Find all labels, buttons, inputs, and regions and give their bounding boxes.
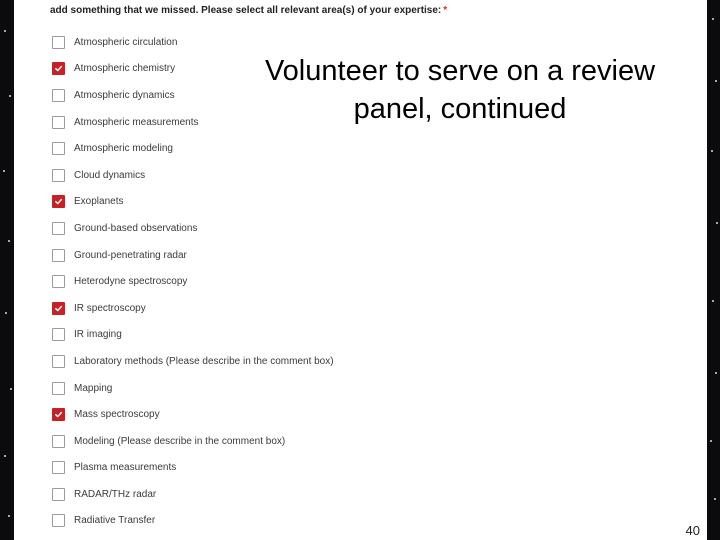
option-label: Atmospheric dynamics xyxy=(74,89,175,101)
option-label: Atmospheric modeling xyxy=(74,143,173,155)
expertise-option[interactable] xyxy=(52,508,334,535)
option-label: IR spectroscopy xyxy=(74,302,146,314)
option-label: Radiative Transfer xyxy=(74,515,156,527)
option-label: Ground-penetrating radar xyxy=(74,249,187,261)
expertise-option[interactable] xyxy=(52,242,334,269)
checked-checkbox[interactable] xyxy=(52,195,65,208)
unchecked-checkbox[interactable] xyxy=(52,249,65,262)
unchecked-checkbox[interactable] xyxy=(52,116,65,129)
option-label: IR imaging xyxy=(74,329,122,341)
expertise-option[interactable] xyxy=(52,375,334,402)
option-label: RADAR/THz radar xyxy=(74,488,157,500)
checked-checkbox[interactable] xyxy=(52,62,65,75)
unchecked-checkbox[interactable] xyxy=(52,328,65,341)
unchecked-checkbox[interactable] xyxy=(52,142,65,155)
checkmark-icon xyxy=(54,197,63,206)
expertise-option[interactable] xyxy=(52,455,334,482)
checked-checkbox[interactable] xyxy=(52,408,65,421)
unchecked-checkbox[interactable] xyxy=(52,36,65,49)
slide-title: Volunteer to serve on a review panel, continued xyxy=(264,55,656,125)
expertise-option[interactable] xyxy=(52,135,334,162)
checkmark-icon xyxy=(54,304,63,313)
expertise-option[interactable] xyxy=(52,428,334,455)
unchecked-checkbox[interactable] xyxy=(52,461,65,474)
expertise-option[interactable] xyxy=(52,162,334,189)
expertise-option[interactable] xyxy=(52,401,334,428)
option-label: Exoplanets xyxy=(74,196,124,208)
expertise-option[interactable] xyxy=(52,268,334,295)
option-label: Atmospheric circulation xyxy=(74,36,178,48)
checkmark-icon xyxy=(54,64,63,73)
unchecked-checkbox[interactable] xyxy=(52,222,65,235)
unchecked-checkbox[interactable] xyxy=(52,514,65,527)
starfield-right-border xyxy=(707,0,720,540)
option-label: Atmospheric chemistry xyxy=(74,63,176,75)
question-label: add something that we missed. Please select all relevant area(s) of your expertise: xyxy=(50,5,442,16)
checked-checkbox[interactable] xyxy=(52,302,65,315)
unchecked-checkbox[interactable] xyxy=(52,275,65,288)
expertise-option[interactable] xyxy=(52,295,334,322)
expertise-option[interactable] xyxy=(52,215,334,242)
expertise-option[interactable] xyxy=(52,348,334,375)
starfield-left-border xyxy=(0,0,14,540)
option-label: Mass spectroscopy xyxy=(74,409,160,421)
page-number: 40 xyxy=(685,523,700,538)
option-label: Atmospheric measurements xyxy=(74,116,199,128)
unchecked-checkbox[interactable] xyxy=(52,169,65,182)
option-label: Cloud dynamics xyxy=(74,169,146,181)
unchecked-checkbox[interactable] xyxy=(52,355,65,368)
question-text xyxy=(50,5,447,16)
unchecked-checkbox[interactable] xyxy=(52,89,65,102)
required-asterisk: * xyxy=(443,5,448,16)
checkmark-icon xyxy=(54,410,63,419)
unchecked-checkbox[interactable] xyxy=(52,488,65,501)
option-label: Laboratory methods (Please describe in the comment box) xyxy=(74,355,334,367)
expertise-option[interactable] xyxy=(52,322,334,349)
unchecked-checkbox[interactable] xyxy=(52,382,65,395)
option-label: Modeling (Please describe in the comment box) xyxy=(74,435,286,447)
option-label: Plasma measurements xyxy=(74,462,177,474)
option-label: Mapping xyxy=(74,382,113,394)
option-label: Ground-based observations xyxy=(74,222,198,234)
unchecked-checkbox[interactable] xyxy=(52,435,65,448)
option-label: Heterodyne spectroscopy xyxy=(74,276,188,288)
expertise-option[interactable] xyxy=(52,189,334,216)
expertise-option[interactable] xyxy=(52,481,334,508)
